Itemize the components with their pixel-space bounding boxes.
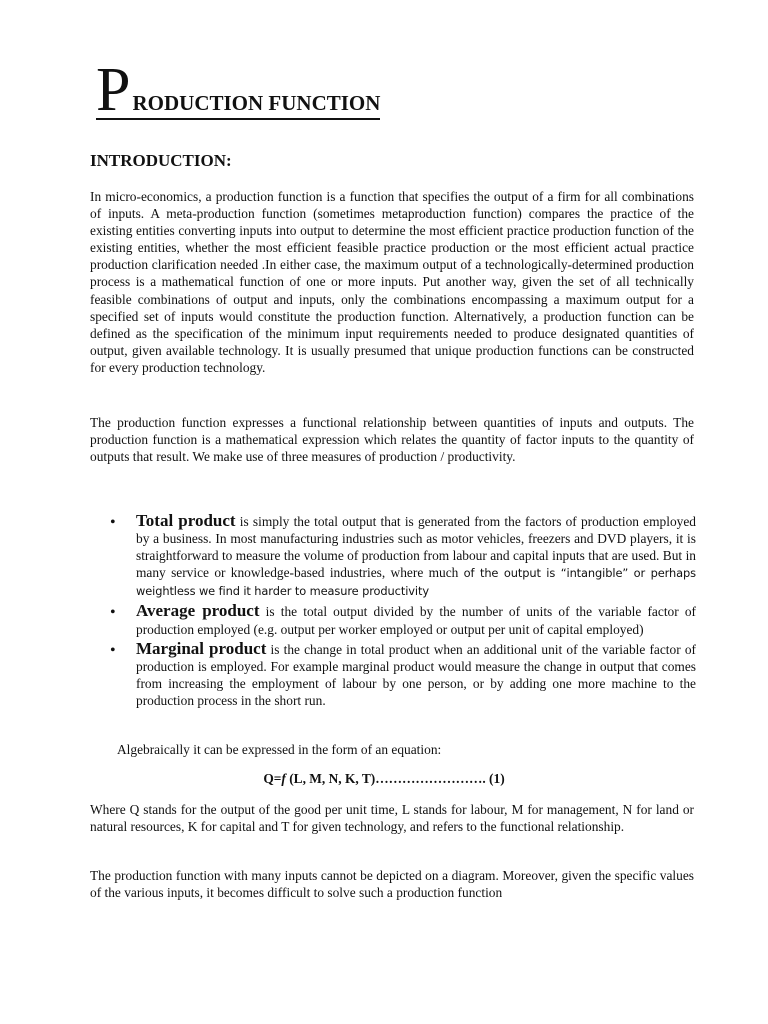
paragraph-definition: In micro-economics, a production function is a function that specifies the output of a firm for all combinations of inputs. A meta-production function (sometimes metaproduction function) compares the practice of the existing entities converting inputs into output to determine the most efficient practice production function of the existing entities, whether the most efficient feasible practice production or the most efficient actual practice production clarification needed .In either case, the maximum output of a technologically-determined production process is a mathematical function of one or more inputs. Put another way, given the set of all technically feasible combinations of output and inputs, only the combinations encompassing a maximum output for a specified set of inputs would constitute the production function. Alternatively, a production function can be defined as the specification of the minimum input requirements needed to produce designated quantities of output, given available technology. It is usually presumed that unique production functions can be constructed for every production technology. xyxy=(90,189,694,375)
term-marginal-product: Marginal product xyxy=(136,638,267,658)
title-initial: P xyxy=(96,56,131,124)
total-product-text-continued: of the output is “intangible” or perhaps weightless we find it harder to measure productivity xyxy=(136,566,696,599)
paragraph-relationship: The production function expresses a functional relationship between quantities of inputs and outputs. The production function is a mathematical expression which relates the quantity of factor inputs to the quantity of outputs that result. We make use of three measures of production / productivity. xyxy=(90,415,694,465)
introduction-heading: INTRODUCTION: xyxy=(90,151,232,170)
bullet-icon: • xyxy=(110,514,116,531)
page-title xyxy=(96,56,381,124)
paragraph-many-inputs: The production function with many inputs cannot be depicted on a diagram. Moreover, given the specific values of the various inputs, it becomes difficult to solve such a production function xyxy=(90,868,694,901)
measures-list xyxy=(110,512,696,711)
production-equation xyxy=(0,771,768,787)
equation-rhs: (L, M, N, K, T)……………………. (1) xyxy=(285,771,505,786)
marginal-product-text: is the change in total product when an additional unit of the variable factor of production is employed. For example marginal product would measure the change in output that comes from increasing the employment of labour by one person, or by adding one more machine to the production process in the short run. xyxy=(136,641,696,708)
equation-function: f xyxy=(281,771,286,786)
bullet-icon: • xyxy=(110,604,116,622)
list-item-average-product xyxy=(110,602,696,637)
paragraph-algebraic: Algebraically it can be expressed in the form of an equation: xyxy=(117,742,442,757)
bullet-icon: • xyxy=(110,641,116,659)
total-product-text: is simply the total output that is generated from the factors of production employed by a business. In most manufacturing industries such as motor vehicles, freezers and DVD players, it is straightforward to measure the volume of production from labour and capital inputs that are used. But in many service or knowledge-based industries, where much xyxy=(136,514,696,581)
term-average-product: Average product xyxy=(136,601,260,621)
title-rest: RODUCTION FUNCTION xyxy=(132,90,381,115)
paragraph-variables: Where Q stands for the output of the good per unit time, L stands for labour, M for management, N for land or natural resources, K for capital and T for given technology, and refers to the functional relationship. xyxy=(90,802,694,835)
equation-lhs: Q= xyxy=(263,771,282,786)
list-item-marginal-product xyxy=(110,640,696,709)
list-item-total-product xyxy=(110,512,696,600)
term-total-product: Total product xyxy=(136,511,236,530)
average-product-text: is the total output divided by the number of units of the variable factor of production employed (e.g. output per worker employed or output per unit of capital employed) xyxy=(136,604,696,637)
